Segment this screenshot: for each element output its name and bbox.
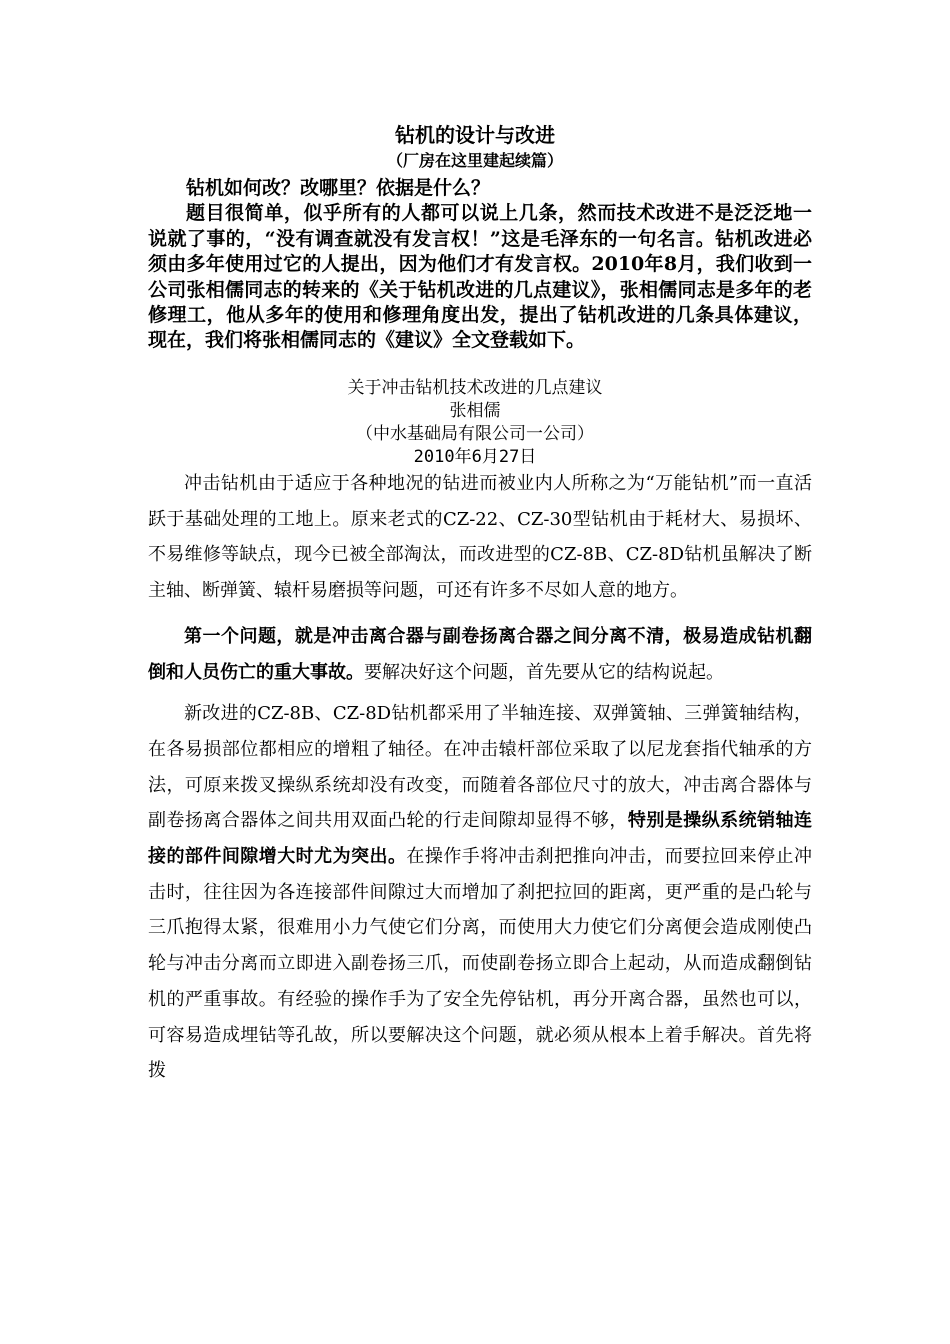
body-paragraph-2-text: 要解决好这个问题，首先要从它的结构说起。 bbox=[364, 661, 724, 683]
intro-section bbox=[148, 176, 812, 354]
body-paragraph-1: 冲击钻机由于适应于各种地况的钻进而被业内人所称之为“万能钻机”而一直活跃于基础处理的工地上。原来老式的CZ-22、CZ-30型钻机由于耗材大、易损坏、不易维修等缺点，现今已被全部淘汰，而改进型的CZ-8B、CZ-8D钻机虽解决了断主轴、断弹簧、辕杆易磨损等问题，可还有许多不尽如人意的地方。 bbox=[148, 473, 812, 602]
body-paragraph-2 bbox=[148, 619, 812, 690]
article-author: 张相儒 bbox=[449, 401, 501, 421]
intro-question: 钻机如何改？改哪里？依据是什么？ bbox=[186, 177, 491, 199]
intro-paragraph: 题目很简单，似乎所有的人都可以说上几条，然而技术改进不是泛泛地一说就了事的，“没有调查就没有发言权！”这是毛泽东的一句名言。钻机改进必须由多年使用过它的人提出，因为他们才有发言权。2010年8月，我们收到一公司张相儒同志的转来的《关于钻机改进的几点建议》，张相儒同志是多年的老修理工，他从多年的使用和修理角度出发，提出了钻机改进的几条具体建议，现在，我们将张相儒同志的《建议》全文登载如下。 bbox=[148, 202, 812, 352]
article-body bbox=[148, 466, 812, 1099]
document-subtitle: （厂房在这里建起续篇） bbox=[386, 151, 563, 170]
body-paragraph-3-emphasis: 特别是操纵系统销轴连接的部件间隙增大时尤为突出。 bbox=[148, 810, 813, 868]
document-title: 钻机的设计与改进 bbox=[395, 123, 555, 147]
body-paragraph-3-text-b: 在操作手将冲击刹把推向冲击，而要拉回来停止冲击时，往往因为各连接部件间隙过大而增加了刹把拉回的距离，更严重的是凸轮与三爪抱得太紧，很难用小力气使它们分离，而使用大力使它们分离便会造成刚使凸轮与冲击分离而立即进入副卷扬三爪，而使副卷扬立即合上起动，从而造成翻倒钻机的严重事故。有经验的操作手为了安全先停钻机，再分开离合器，虽然也可以，可容易造成埋钻等孔故，所以要解决这个问题，就必须从根本上着手解决。首先将拨 bbox=[148, 846, 813, 1082]
body-paragraph-3 bbox=[148, 696, 812, 1089]
article-organization: （中水基础局有限公司一公司） bbox=[356, 424, 594, 444]
body-paragraph-2-emphasis: 第一个问题，就是冲击离合器与副卷扬离合器之间分离不清，极易造成钻机翻倒和人员伤亡的重大事故。 bbox=[148, 625, 812, 683]
article-title: 关于冲击钻机技术改进的几点建议 bbox=[347, 378, 603, 398]
article-date: 2010年6月27日 bbox=[413, 447, 537, 467]
article-header bbox=[0, 377, 950, 469]
body-paragraph-3-text-a: 新改进的CZ-8B、CZ-8D钻机都采用了半轴连接、双弹簧轴、三弹簧轴结构，在各易损部位都相应的增粗了轴径。在冲击辕杆部位采取了以尼龙套指代轴承的方法，可原来拨叉操纵系统却没有改变，而随着各部位尺寸的放大，冲击离合器体与副卷扬离合器体之间共用双面凸轮的行走间隙却显得不够， bbox=[148, 703, 812, 832]
